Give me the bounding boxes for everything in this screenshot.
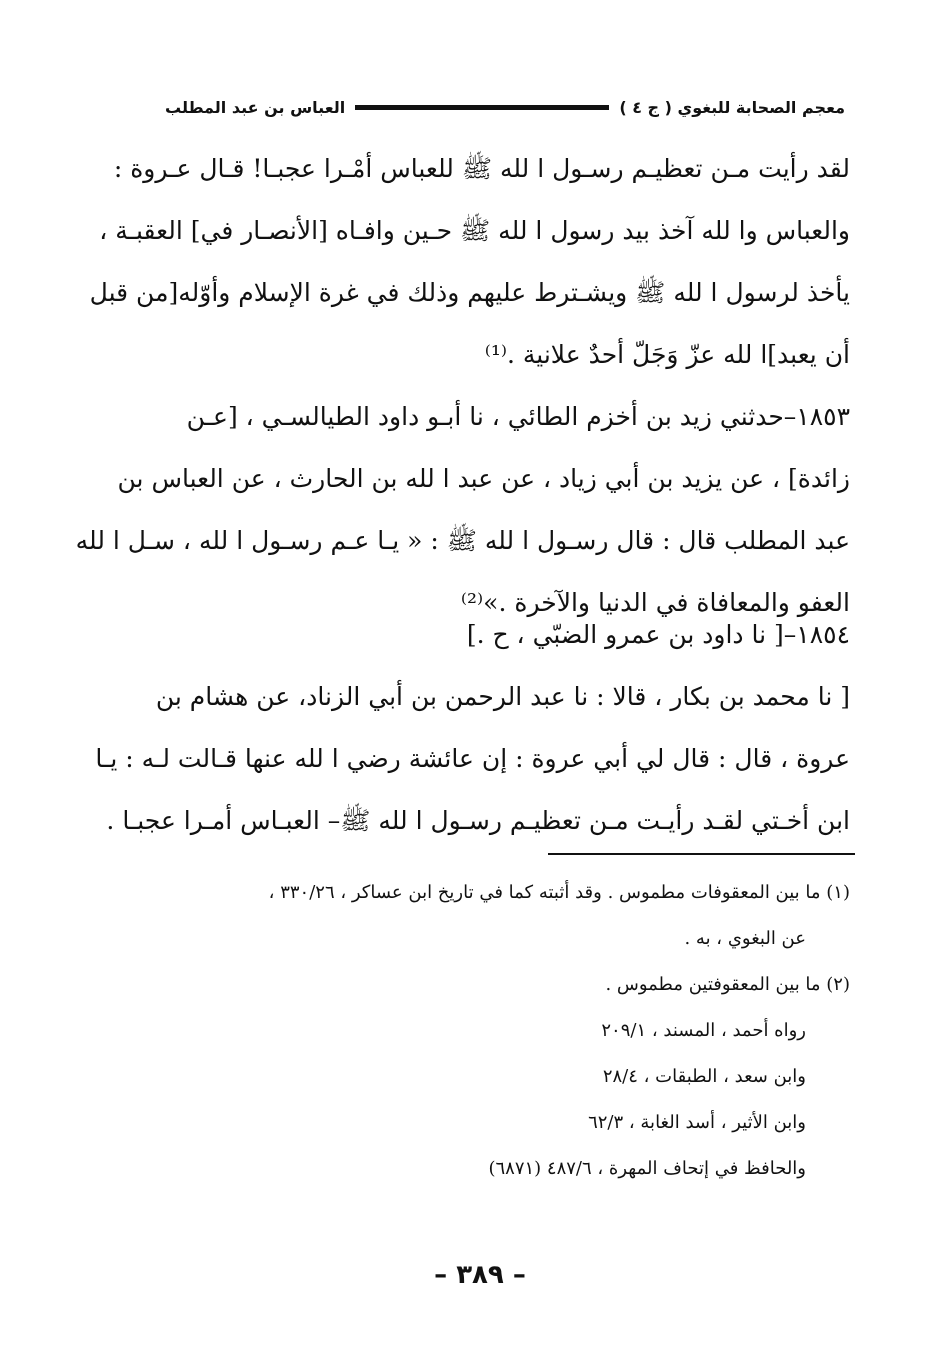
footnotes xyxy=(200,870,850,1192)
paragraph-1 xyxy=(89,138,850,386)
footnote-line: وابن سعد ، الطبقات ، ٢٨/٤ xyxy=(602,1066,806,1087)
running-header xyxy=(165,92,845,122)
header-book-title: معجم الصحابة للبغوي ( ج ٤ ) xyxy=(619,97,845,117)
text-line: لقد رأيت مـن تعظيـم رسـول ا لله ﷺ للعباس أمْـرا عجبـا! قـال عـروة : xyxy=(113,154,850,183)
text-line: [ نا محمد بن بكار ، قالا : نا عبد الرحمن بن أبي الزناد، عن هشام بن xyxy=(155,682,850,711)
text-line: يأخذ لرسول ا لله ﷺ ويشـترط عليهم وذلك في غرة الإسلام وأوّله[من قبل xyxy=(89,278,850,307)
text-line: ابن أخـتي لقـد رأيـت مـن تعظيـم رسـول ا لله ﷺ– العبـاس أمـرا عجبـا . xyxy=(106,806,850,835)
footnote-line: والحافظ في إتحاف المهرة ، ٤٨٧/٦ (٦٨٧١) xyxy=(488,1158,806,1179)
page-number: – ٣٨٩ – xyxy=(434,1260,526,1290)
paragraph-4 xyxy=(95,666,850,852)
text-line: والعباس وا لله آخذ بيد رسول ا لله ﷺ حـين وافـاه [الأنصـار في] العقبـة ، xyxy=(99,216,850,245)
text-line: ١٨٥٣–حدثني زيد بن أخزم الطائي ، نا أبـو داود الطيالسـي ، [عـن xyxy=(186,402,850,431)
header-rule xyxy=(355,105,609,110)
text-line: العفو والمعافاة في الدنيا والآخرة .»⁽²⁾ xyxy=(460,588,850,617)
header-chapter-title: العباس بن عبد المطلب xyxy=(165,97,346,117)
hadith-1854 xyxy=(158,604,850,666)
footnote-separator xyxy=(548,853,855,855)
footnote-line: (٢) ما بين المعقوفتين مطموس . xyxy=(605,974,850,995)
footnote-line: عن البغوي ، به . xyxy=(684,928,806,949)
text-line: زائدة] ، عن يزيد بن أبي زياد ، عن عبد ا لله بن الحارث ، عن العباس بن xyxy=(117,464,850,493)
text-line: عبد المطلب قال : قال رسـول ا لله ﷺ : « يـا عـم رسـول ا لله ، سـل ا لله xyxy=(75,526,850,555)
footnote-line: (١) ما بين المعقوفات مطموس . وقد أثبته كما في تاريخ ابن عساكر ، ٣٣٠/٢٦ ، xyxy=(268,882,850,903)
footnote-line: رواه أحمد ، المسند ، ٢٠٩/١ xyxy=(601,1020,806,1041)
text-line: أن يعبد]ا لله عزّ وَجَلّ أحدٌ علانية .⁽¹⁾ xyxy=(484,340,850,369)
text-line: عروة ، قال : قال لي أبي عروة : إن عائشة رضي ا لله عنها قـالت لـه : يـا xyxy=(95,744,850,773)
footnote-line: وابن الأثير ، أسد الغابة ، ٦٢/٣ xyxy=(588,1112,806,1133)
hadith-1853 xyxy=(75,386,850,634)
text-line: ١٨٥٤–[ نا داود بن عمرو الضبّي ، ح .] xyxy=(466,620,850,649)
